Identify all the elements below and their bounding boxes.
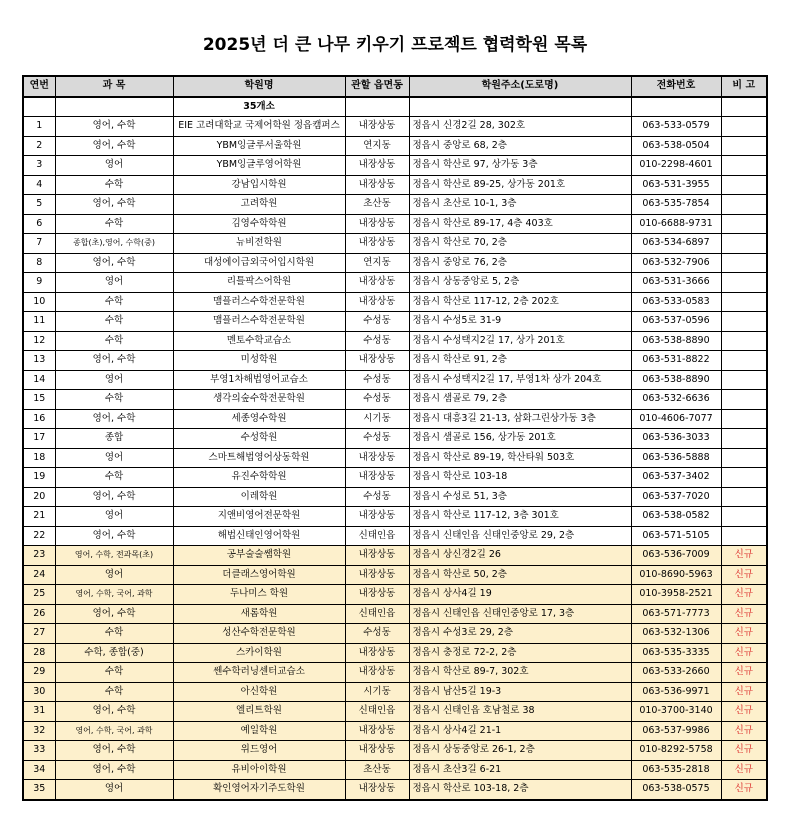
table-row (23, 624, 767, 644)
row-address: 정읍시 대흥3길 21-13, 삼화그린상가동 3층 (409, 409, 631, 429)
row-subject: 영어, 수학, 전과목(초) (55, 546, 173, 566)
row-subject: 영어, 수학, 국어, 과학 (55, 585, 173, 605)
row-subject: 영어, 수학 (55, 136, 173, 156)
table-row (23, 507, 767, 527)
row-address: 정읍시 수성5로 31-9 (409, 312, 631, 332)
row-phone: 063-538-0575 (631, 780, 721, 800)
row-note (721, 214, 767, 234)
row-academy-name: 맴플러스수학전문학원 (173, 312, 345, 332)
row-district: 내장상동 (345, 351, 409, 371)
row-number: 11 (23, 312, 55, 332)
row-district: 수성동 (345, 429, 409, 449)
row-note: 신규 (721, 643, 767, 663)
row-note (721, 390, 767, 410)
row-subject: 영어 (55, 370, 173, 390)
count-cell-empty (55, 97, 173, 117)
row-district: 내장상동 (345, 585, 409, 605)
col-header-address: 학원주소(도로명) (409, 76, 631, 97)
table-row (23, 390, 767, 410)
row-district: 수성동 (345, 390, 409, 410)
row-academy-name: 유진수학학원 (173, 468, 345, 488)
row-note (721, 312, 767, 332)
row-phone: 010-6688-9731 (631, 214, 721, 234)
row-phone: 063-532-7906 (631, 253, 721, 273)
row-district: 초산동 (345, 195, 409, 215)
row-address: 정읍시 신태인읍 신태인중앙로 17, 3층 (409, 604, 631, 624)
table-row (23, 214, 767, 234)
row-phone: 063-536-3033 (631, 429, 721, 449)
row-district: 수성동 (345, 370, 409, 390)
table-row (23, 643, 767, 663)
row-address: 정읍시 충정로 72-2, 2층 (409, 643, 631, 663)
row-district: 내장상동 (345, 117, 409, 137)
row-subject: 영어 (55, 273, 173, 293)
row-district: 내장상동 (345, 741, 409, 761)
row-subject: 영어, 수학 (55, 351, 173, 371)
row-note (721, 331, 767, 351)
row-subject: 영어 (55, 565, 173, 585)
row-address: 정읍시 학산로 117-12, 2층 202호 (409, 292, 631, 312)
row-phone: 063-571-5105 (631, 526, 721, 546)
row-academy-name: 맴플러스수학전문학원 (173, 292, 345, 312)
row-phone: 063-534-6897 (631, 234, 721, 254)
row-district: 내장상동 (345, 156, 409, 176)
row-district: 내장상동 (345, 780, 409, 800)
table-row (23, 468, 767, 488)
count-cell-empty (409, 97, 631, 117)
row-number: 35 (23, 780, 55, 800)
row-academy-name: 성산수학전문학원 (173, 624, 345, 644)
row-note (721, 409, 767, 429)
row-address: 정읍시 학산로 103-18 (409, 468, 631, 488)
row-address: 정읍시 상동중앙로 5, 2층 (409, 273, 631, 293)
row-number: 21 (23, 507, 55, 527)
row-subject: 영어 (55, 507, 173, 527)
row-address: 정읍시 학산로 89-25, 상가동 201호 (409, 175, 631, 195)
table-row (23, 721, 767, 741)
row-subject: 영어 (55, 780, 173, 800)
table-header-row (23, 76, 767, 97)
table-row (23, 292, 767, 312)
academy-table (22, 75, 768, 801)
row-academy-name: 해법신태인영어학원 (173, 526, 345, 546)
row-phone: 063-533-0579 (631, 117, 721, 137)
row-phone: 063-536-7009 (631, 546, 721, 566)
count-cell-empty (345, 97, 409, 117)
row-subject: 수학 (55, 624, 173, 644)
row-phone: 063-531-8822 (631, 351, 721, 371)
col-header-subject: 과 목 (55, 76, 173, 97)
row-note: 신규 (721, 741, 767, 761)
row-phone: 063-538-0582 (631, 507, 721, 527)
row-subject: 영어, 수학 (55, 760, 173, 780)
row-number: 23 (23, 546, 55, 566)
row-number: 8 (23, 253, 55, 273)
row-phone: 063-532-1306 (631, 624, 721, 644)
row-phone: 010-8690-5963 (631, 565, 721, 585)
row-phone: 063-535-3335 (631, 643, 721, 663)
row-phone: 010-3958-2521 (631, 585, 721, 605)
table-row (23, 780, 767, 800)
row-address: 정읍시 상신경2길 26 (409, 546, 631, 566)
row-district: 내장상동 (345, 468, 409, 488)
row-district: 내장상동 (345, 663, 409, 683)
row-subject: 영어, 수학 (55, 253, 173, 273)
row-subject: 수학 (55, 390, 173, 410)
row-note: 신규 (721, 760, 767, 780)
row-note (721, 468, 767, 488)
row-note (721, 117, 767, 137)
page-title: 2025년 더 큰 나무 키우기 프로젝트 협력학원 목록 (202, 35, 588, 55)
row-note (721, 273, 767, 293)
row-address: 정읍시 상사4길 19 (409, 585, 631, 605)
table-row (23, 760, 767, 780)
table-row (23, 429, 767, 449)
row-district: 시기동 (345, 409, 409, 429)
table-row (23, 487, 767, 507)
row-address: 정읍시 상사4길 21-1 (409, 721, 631, 741)
row-note (721, 507, 767, 527)
row-subject: 영어, 수학 (55, 195, 173, 215)
row-number: 22 (23, 526, 55, 546)
row-address: 정읍시 수성택지2길 17, 부영1차 상가 204호 (409, 370, 631, 390)
row-district: 내장상동 (345, 546, 409, 566)
row-phone: 063-531-3666 (631, 273, 721, 293)
row-phone: 063-537-7020 (631, 487, 721, 507)
row-district: 내장상동 (345, 234, 409, 254)
row-subject: 수학 (55, 468, 173, 488)
row-phone: 010-2298-4601 (631, 156, 721, 176)
col-header-note: 비 고 (721, 76, 767, 97)
table-row (23, 370, 767, 390)
row-academy-name: 생각의숲수학전문학원 (173, 390, 345, 410)
table-row (23, 526, 767, 546)
row-note (721, 351, 767, 371)
row-number: 16 (23, 409, 55, 429)
row-number: 24 (23, 565, 55, 585)
row-number: 20 (23, 487, 55, 507)
row-address: 정읍시 수성로 51, 3층 (409, 487, 631, 507)
row-district: 수성동 (345, 312, 409, 332)
table-row (23, 351, 767, 371)
row-phone: 063-532-6636 (631, 390, 721, 410)
table-row (23, 234, 767, 254)
row-number: 19 (23, 468, 55, 488)
table-row (23, 741, 767, 761)
row-phone: 010-8292-5758 (631, 741, 721, 761)
row-number: 3 (23, 156, 55, 176)
row-subject: 수학 (55, 312, 173, 332)
row-number: 30 (23, 682, 55, 702)
row-academy-name: 위드영어 (173, 741, 345, 761)
count-cell-empty (631, 97, 721, 117)
row-address: 정읍시 신경2길 28, 302호 (409, 117, 631, 137)
row-academy-name: EIE 고려대학교 국제어학원 정읍캠퍼스 (173, 117, 345, 137)
row-subject: 영어 (55, 156, 173, 176)
row-number: 34 (23, 760, 55, 780)
row-number: 32 (23, 721, 55, 741)
row-note (721, 175, 767, 195)
row-note: 신규 (721, 780, 767, 800)
row-number: 12 (23, 331, 55, 351)
row-district: 내장상동 (345, 721, 409, 741)
row-academy-name: 강남입시학원 (173, 175, 345, 195)
row-district: 연지동 (345, 253, 409, 273)
row-district: 내장상동 (345, 292, 409, 312)
row-note: 신규 (721, 604, 767, 624)
row-address: 정읍시 초산로 10-1, 3층 (409, 195, 631, 215)
table-row (23, 175, 767, 195)
row-academy-name: 멘토수학교습소 (173, 331, 345, 351)
row-address: 정읍시 학산로 70, 2층 (409, 234, 631, 254)
row-number: 27 (23, 624, 55, 644)
row-number: 1 (23, 117, 55, 137)
col-header-no: 연번 (23, 76, 55, 97)
row-district: 수성동 (345, 624, 409, 644)
count-row (23, 97, 767, 117)
row-academy-name: 이레학원 (173, 487, 345, 507)
row-address: 정읍시 신태인읍 신태인중앙로 29, 2층 (409, 526, 631, 546)
row-note: 신규 (721, 721, 767, 741)
row-phone: 063-537-0596 (631, 312, 721, 332)
row-address: 정읍시 학산로 97, 상가동 3층 (409, 156, 631, 176)
table-row (23, 682, 767, 702)
row-subject: 영어, 수학 (55, 604, 173, 624)
table-row (23, 156, 767, 176)
row-phone: 063-533-2660 (631, 663, 721, 683)
table-row (23, 546, 767, 566)
row-academy-name: YBM잉글루영어학원 (173, 156, 345, 176)
table-row (23, 448, 767, 468)
row-district: 신태인읍 (345, 702, 409, 722)
table-row (23, 663, 767, 683)
row-phone: 063-537-9986 (631, 721, 721, 741)
row-academy-name: 스마트해법영어상동학원 (173, 448, 345, 468)
row-district: 내장상동 (345, 273, 409, 293)
row-number: 33 (23, 741, 55, 761)
row-phone: 010-3700-3140 (631, 702, 721, 722)
table-row (23, 253, 767, 273)
count-cell-empty (23, 97, 55, 117)
row-district: 내장상동 (345, 507, 409, 527)
col-header-name: 학원명 (173, 76, 345, 97)
row-subject: 수학 (55, 214, 173, 234)
row-phone: 010-4606-7077 (631, 409, 721, 429)
table-row (23, 312, 767, 332)
row-number: 29 (23, 663, 55, 683)
row-number: 31 (23, 702, 55, 722)
row-academy-name: 새롬학원 (173, 604, 345, 624)
row-number: 17 (23, 429, 55, 449)
row-subject: 수학 (55, 682, 173, 702)
row-number: 5 (23, 195, 55, 215)
table-row (23, 273, 767, 293)
row-address: 정읍시 학산로 89-19, 학산타워 503호 (409, 448, 631, 468)
col-header-phone: 전화번호 (631, 76, 721, 97)
row-district: 초산동 (345, 760, 409, 780)
row-academy-name: 리틀팍스어학원 (173, 273, 345, 293)
row-note (721, 429, 767, 449)
row-subject: 수학 (55, 292, 173, 312)
row-academy-name: 수성학원 (173, 429, 345, 449)
row-phone: 063-536-9971 (631, 682, 721, 702)
row-address: 정읍시 샘골로 156, 상가동 201호 (409, 429, 631, 449)
row-address: 정읍시 학산로 89-17, 4층 403호 (409, 214, 631, 234)
table-row (23, 331, 767, 351)
row-note: 신규 (721, 565, 767, 585)
row-number: 13 (23, 351, 55, 371)
count-label: 35개소 (173, 97, 345, 117)
row-academy-name: 쎈수학러닝센터교습소 (173, 663, 345, 683)
row-address: 정읍시 수성3로 29, 2층 (409, 624, 631, 644)
row-note (721, 448, 767, 468)
row-note (721, 292, 767, 312)
row-number: 4 (23, 175, 55, 195)
row-academy-name: 지앤비영어전문학원 (173, 507, 345, 527)
row-note (721, 526, 767, 546)
row-academy-name: 확인영어자기주도학원 (173, 780, 345, 800)
table-row (23, 117, 767, 137)
row-number: 10 (23, 292, 55, 312)
row-academy-name: 엘리트학원 (173, 702, 345, 722)
row-subject: 영어, 수학 (55, 526, 173, 546)
row-subject: 영어, 수학 (55, 117, 173, 137)
row-academy-name: 두나미스 학원 (173, 585, 345, 605)
row-subject: 영어 (55, 448, 173, 468)
row-note: 신규 (721, 663, 767, 683)
row-district: 신태인읍 (345, 604, 409, 624)
row-subject: 영어, 수학 (55, 702, 173, 722)
row-note: 신규 (721, 546, 767, 566)
row-district: 내장상동 (345, 214, 409, 234)
col-header-district: 관할 읍면동 (345, 76, 409, 97)
row-note (721, 195, 767, 215)
row-academy-name: 더클래스영어학원 (173, 565, 345, 585)
row-number: 26 (23, 604, 55, 624)
row-phone: 063-533-0583 (631, 292, 721, 312)
row-address: 정읍시 학산로 117-12, 3층 301호 (409, 507, 631, 527)
row-phone: 063-538-8890 (631, 370, 721, 390)
row-academy-name: YBM잉글루서울학원 (173, 136, 345, 156)
row-number: 7 (23, 234, 55, 254)
row-academy-name: 스카이학원 (173, 643, 345, 663)
row-note (721, 234, 767, 254)
row-district: 연지동 (345, 136, 409, 156)
row-number: 18 (23, 448, 55, 468)
row-subject: 영어, 수학 (55, 409, 173, 429)
row-subject: 수학 (55, 331, 173, 351)
row-subject: 영어, 수학 (55, 741, 173, 761)
row-subject: 종합 (55, 429, 173, 449)
row-address: 정읍시 학산로 91, 2층 (409, 351, 631, 371)
row-subject: 수학 (55, 175, 173, 195)
row-academy-name: 김영수학학원 (173, 214, 345, 234)
row-academy-name: 아신학원 (173, 682, 345, 702)
row-district: 내장상동 (345, 565, 409, 585)
row-academy-name: 유비아이학원 (173, 760, 345, 780)
row-academy-name: 부영1차해법영어교습소 (173, 370, 345, 390)
row-subject: 영어, 수학 (55, 487, 173, 507)
table-row (23, 585, 767, 605)
row-note (721, 487, 767, 507)
row-number: 28 (23, 643, 55, 663)
row-note: 신규 (721, 682, 767, 702)
row-academy-name: 예일학원 (173, 721, 345, 741)
row-address: 정읍시 중앙로 76, 2층 (409, 253, 631, 273)
row-subject: 수학, 종합(중) (55, 643, 173, 663)
row-district: 내장상동 (345, 175, 409, 195)
row-number: 2 (23, 136, 55, 156)
row-phone: 063-531-3955 (631, 175, 721, 195)
row-note (721, 156, 767, 176)
row-number: 25 (23, 585, 55, 605)
row-address: 정읍시 학산로 103-18, 2층 (409, 780, 631, 800)
row-note (721, 136, 767, 156)
row-phone: 063-538-8890 (631, 331, 721, 351)
row-district: 수성동 (345, 487, 409, 507)
row-academy-name: 세종영수학원 (173, 409, 345, 429)
row-address: 정읍시 남산5길 19-3 (409, 682, 631, 702)
table-row (23, 409, 767, 429)
table-row (23, 195, 767, 215)
row-district: 내장상동 (345, 643, 409, 663)
row-note: 신규 (721, 624, 767, 644)
row-district: 내장상동 (345, 448, 409, 468)
row-phone: 063-537-3402 (631, 468, 721, 488)
row-address: 정읍시 학산로 89-7, 302호 (409, 663, 631, 683)
row-number: 6 (23, 214, 55, 234)
row-academy-name: 뉴비전학원 (173, 234, 345, 254)
row-phone: 063-536-5888 (631, 448, 721, 468)
row-phone: 063-571-7773 (631, 604, 721, 624)
row-note: 신규 (721, 702, 767, 722)
row-address: 정읍시 학산로 50, 2층 (409, 565, 631, 585)
row-address: 정읍시 중앙로 68, 2층 (409, 136, 631, 156)
row-subject: 종합(초),영어, 수학(중) (55, 234, 173, 254)
row-address: 정읍시 샘골로 79, 2층 (409, 390, 631, 410)
row-note: 신규 (721, 585, 767, 605)
row-address: 정읍시 초산3길 6-21 (409, 760, 631, 780)
row-academy-name: 공부술술쌤학원 (173, 546, 345, 566)
row-academy-name: 고려학원 (173, 195, 345, 215)
table-row (23, 136, 767, 156)
row-district: 신태인읍 (345, 526, 409, 546)
row-phone: 063-535-2818 (631, 760, 721, 780)
row-district: 수성동 (345, 331, 409, 351)
row-district: 시기동 (345, 682, 409, 702)
row-note (721, 370, 767, 390)
row-address: 정읍시 수성택지2길 17, 상가 201호 (409, 331, 631, 351)
row-subject: 수학 (55, 663, 173, 683)
row-phone: 063-535-7854 (631, 195, 721, 215)
row-address: 정읍시 신태인읍 호남철로 38 (409, 702, 631, 722)
row-phone: 063-538-0504 (631, 136, 721, 156)
table-row (23, 565, 767, 585)
row-number: 14 (23, 370, 55, 390)
row-academy-name: 미성학원 (173, 351, 345, 371)
row-subject: 영어, 수학, 국어, 과학 (55, 721, 173, 741)
row-number: 15 (23, 390, 55, 410)
table-row (23, 702, 767, 722)
row-number: 9 (23, 273, 55, 293)
row-academy-name: 대성에이급외국어입시학원 (173, 253, 345, 273)
table-row (23, 604, 767, 624)
row-note (721, 253, 767, 273)
count-cell-empty (721, 97, 767, 117)
row-address: 정읍시 상동중앙로 26-1, 2층 (409, 741, 631, 761)
